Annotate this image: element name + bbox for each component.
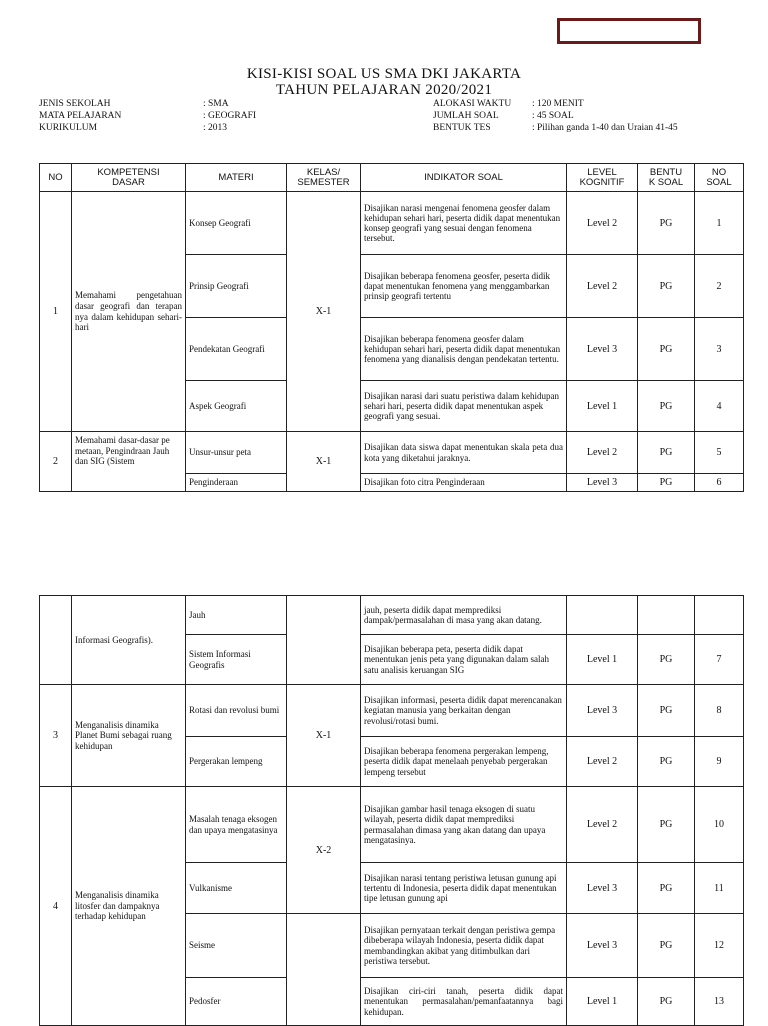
- info-value-kurikulum: : 2013: [203, 123, 228, 133]
- header-no-soal: NO SOAL: [695, 164, 744, 192]
- cell-no-soal: 7: [695, 635, 744, 685]
- cell-no-soal: 3: [695, 318, 744, 381]
- cell-kelas: X-1: [287, 192, 361, 432]
- cell-level: [567, 596, 638, 635]
- cell-no-soal: 8: [695, 685, 744, 737]
- cell-materi: Sistem Informasi Geografis: [186, 635, 287, 685]
- info-label-bentuk-tes: BENTUK TES: [433, 123, 491, 133]
- cell-materi: Pendekatan Geografi: [186, 318, 287, 381]
- cell-bentuk: PG: [638, 978, 695, 1026]
- cell-kelas: [287, 596, 361, 685]
- cell-level: Level 1: [567, 381, 638, 432]
- kisi-table-page-1: [39, 163, 744, 492]
- table-header-row: [40, 164, 744, 192]
- document-title: KISI-KISI SOAL US SMA DKI JAKARTA: [246, 66, 522, 82]
- cell-level: Level 2: [567, 192, 638, 255]
- header-level-kognitif: LEVEL KOGNITIF: [567, 164, 638, 192]
- cell-bentuk: [638, 596, 695, 635]
- cell-level: Level 3: [567, 914, 638, 978]
- cell-bentuk: PG: [638, 863, 695, 914]
- table-row: [40, 787, 744, 863]
- header-kelas-semester: KELAS/ SEMESTER: [287, 164, 361, 192]
- table-row: [40, 685, 744, 737]
- cell-materi: Pergerakan lempeng: [186, 737, 287, 787]
- stamp-box: [557, 18, 701, 44]
- cell-no-soal: 12: [695, 914, 744, 978]
- cell-kompetensi-dasar: Menganalisis dinamika Planet Bumi sebagai ruang kehidupan: [72, 685, 186, 787]
- cell-no-soal: 1: [695, 192, 744, 255]
- cell-no-soal: 13: [695, 978, 744, 1026]
- cell-no: 3: [40, 685, 72, 787]
- cell-indikator: jauh, peserta didik dapat memprediksi dampak/permasalahan di masa yang akan datang.: [361, 596, 567, 635]
- cell-no-soal: 2: [695, 255, 744, 318]
- cell-kompetensi-dasar: Memahami pengetahuan dasar geografi dan terapan nya dalam kehidupan sehari-hari: [72, 192, 186, 432]
- cell-materi: Pedosfer: [186, 978, 287, 1026]
- document-subtitle: TAHUN PELAJARAN 2020/2021: [275, 82, 493, 98]
- cell-bentuk: PG: [638, 192, 695, 255]
- cell-level: Level 2: [567, 787, 638, 863]
- cell-bentuk: PG: [638, 914, 695, 978]
- cell-kelas: [287, 914, 361, 1026]
- info-value-mata-pelajaran: : GEOGRAFI: [203, 111, 257, 121]
- header-bentuk-soal: BENTU K SOAL: [638, 164, 695, 192]
- cell-indikator: Disajikan narasi dari suatu peristiwa dalam kehidupan sehari hari, peserta didik dapat menentukan aspek geografi yang sesuai.: [361, 381, 567, 432]
- cell-no-soal: 5: [695, 432, 744, 474]
- cell-indikator: Disajikan pernyataan terkait dengan peristiwa gempa dibeberapa wilayah Indonesia, peserta didik dapat membandingkan akibat yang ditimbulkan dari peristiwa tersebut.: [361, 914, 567, 978]
- cell-bentuk: PG: [638, 474, 695, 492]
- cell-indikator: Disajikan data siswa dapat menentukan skala peta dua kota yang diketahui jaraknya.: [361, 432, 567, 474]
- cell-level: Level 1: [567, 635, 638, 685]
- cell-no-soal: 9: [695, 737, 744, 787]
- cell-kelas: X-2: [287, 787, 361, 914]
- cell-bentuk: PG: [638, 635, 695, 685]
- header-no: NO: [40, 164, 72, 192]
- cell-indikator: Disajikan beberapa fenomena pergerakan lempeng, peserta didik dapat menelaah penyebab pergerakan lempeng tersebut: [361, 737, 567, 787]
- cell-materi: Masalah tenaga eksogen dan upaya mengatasinya: [186, 787, 287, 863]
- kisi-table-page-2: [39, 595, 744, 1026]
- table-row: [40, 192, 744, 255]
- cell-indikator: Disajikan ciri-ciri tanah, peserta didik dapat menentukan permasalahan/pemanfaatannya bagi kehidupan.: [361, 978, 567, 1026]
- cell-bentuk: PG: [638, 432, 695, 474]
- cell-level: Level 2: [567, 737, 638, 787]
- cell-materi: Seisme: [186, 914, 287, 978]
- cell-materi: Prinsip Geografi: [186, 255, 287, 318]
- cell-materi: Aspek Geografi: [186, 381, 287, 432]
- cell-bentuk: PG: [638, 318, 695, 381]
- cell-kompetensi-dasar: Informasi Geografis).: [72, 596, 186, 685]
- cell-bentuk: PG: [638, 381, 695, 432]
- cell-kompetensi-dasar: Memahami dasar-dasar pe metaan, Pengindraan Jauh dan SIG (Sistem: [72, 432, 186, 492]
- info-label-mata-pelajaran: MATA PELAJARAN: [39, 111, 122, 121]
- cell-indikator: Disajikan informasi, peserta didik dapat merencanakan kegiatan manusia yang berkaitan dengan revolusi/rotasi bumi.: [361, 685, 567, 737]
- table-row: [40, 432, 744, 474]
- info-label-alokasi-waktu: ALOKASI WAKTU: [433, 99, 512, 109]
- table-row: [40, 596, 744, 635]
- cell-bentuk: PG: [638, 787, 695, 863]
- cell-no: 4: [40, 787, 72, 1026]
- info-label-kurikulum: KURIKULUM: [39, 123, 98, 133]
- header-kompetensi-dasar: KOMPETENSI DASAR: [72, 164, 186, 192]
- cell-level: Level 3: [567, 474, 638, 492]
- cell-no: [40, 596, 72, 685]
- cell-no-soal: 6: [695, 474, 744, 492]
- cell-kelas: X-1: [287, 432, 361, 492]
- cell-materi: Konsep Geografi: [186, 192, 287, 255]
- cell-indikator: Disajikan gambar hasil tenaga eksogen di suatu wilayah, peserta didik dapat memprediksi permasalahan dimasa yang akan datang dan upaya mengatasinya.: [361, 787, 567, 863]
- cell-bentuk: PG: [638, 255, 695, 318]
- info-label-jumlah-soal: JUMLAH SOAL: [433, 111, 499, 121]
- cell-materi: Unsur-unsur peta: [186, 432, 287, 474]
- cell-materi: Jauh: [186, 596, 287, 635]
- cell-level: Level 3: [567, 318, 638, 381]
- cell-level: Level 3: [567, 685, 638, 737]
- cell-no: 1: [40, 192, 72, 432]
- cell-indikator: Disajikan foto citra Penginderaan: [361, 474, 567, 492]
- cell-no-soal: [695, 596, 744, 635]
- cell-no-soal: 10: [695, 787, 744, 863]
- cell-no-soal: 11: [695, 863, 744, 914]
- cell-level: Level 1: [567, 978, 638, 1026]
- cell-no-soal: 4: [695, 381, 744, 432]
- cell-level: Level 2: [567, 432, 638, 474]
- cell-indikator: Disajikan narasi tentang peristiwa letusan gunung api tertentu di Indonesia, peserta didik dapat menentukan tipe letusan gunung api: [361, 863, 567, 914]
- header-indikator-soal: INDIKATOR SOAL: [361, 164, 567, 192]
- cell-indikator: Disajikan beberapa peta, peserta didik dapat menentukan jenis peta yang digunakan dalam salah satu analisis keruangan SIG: [361, 635, 567, 685]
- cell-no: 2: [40, 432, 72, 492]
- info-value-alokasi-waktu: : 120 MENIT: [532, 99, 584, 109]
- cell-materi: Penginderaan: [186, 474, 287, 492]
- info-value-bentuk-tes: : Pilihan ganda 1-40 dan Uraian 41-45: [532, 123, 678, 133]
- info-value-jenis-sekolah: : SMA: [203, 99, 229, 109]
- cell-bentuk: PG: [638, 685, 695, 737]
- cell-indikator: Disajikan beberapa fenomena geosfer, peserta didik dapat menentukan fenomena yang menggambarkan prinsip geografi tertentu: [361, 255, 567, 318]
- cell-kompetensi-dasar: Menganalisis dinamika litosfer dan dampaknya terhadap kehidupan: [72, 787, 186, 1026]
- info-value-jumlah-soal: : 45 SOAL: [532, 111, 574, 121]
- cell-bentuk: PG: [638, 737, 695, 787]
- cell-indikator: Disajikan narasi mengenai fenomena geosfer dalam kehidupan sehari hari, peserta didik dapat menentukan konsep geografi yang sesuai dengan fenomena tersebut.: [361, 192, 567, 255]
- cell-level: Level 2: [567, 255, 638, 318]
- cell-level: Level 3: [567, 863, 638, 914]
- cell-materi: Vulkanisme: [186, 863, 287, 914]
- cell-materi: Rotasi dan revolusi bumi: [186, 685, 287, 737]
- header-materi: MATERI: [186, 164, 287, 192]
- info-label-jenis-sekolah: JENIS SEKOLAH: [39, 99, 111, 109]
- cell-kelas: X-1: [287, 685, 361, 787]
- cell-indikator: Disajikan beberapa fenomena geosfer dalam kehidupan sehari hari, peserta didik dapat menentukan fenomena yang dianalisis dengan pendekatan tertentu.: [361, 318, 567, 381]
